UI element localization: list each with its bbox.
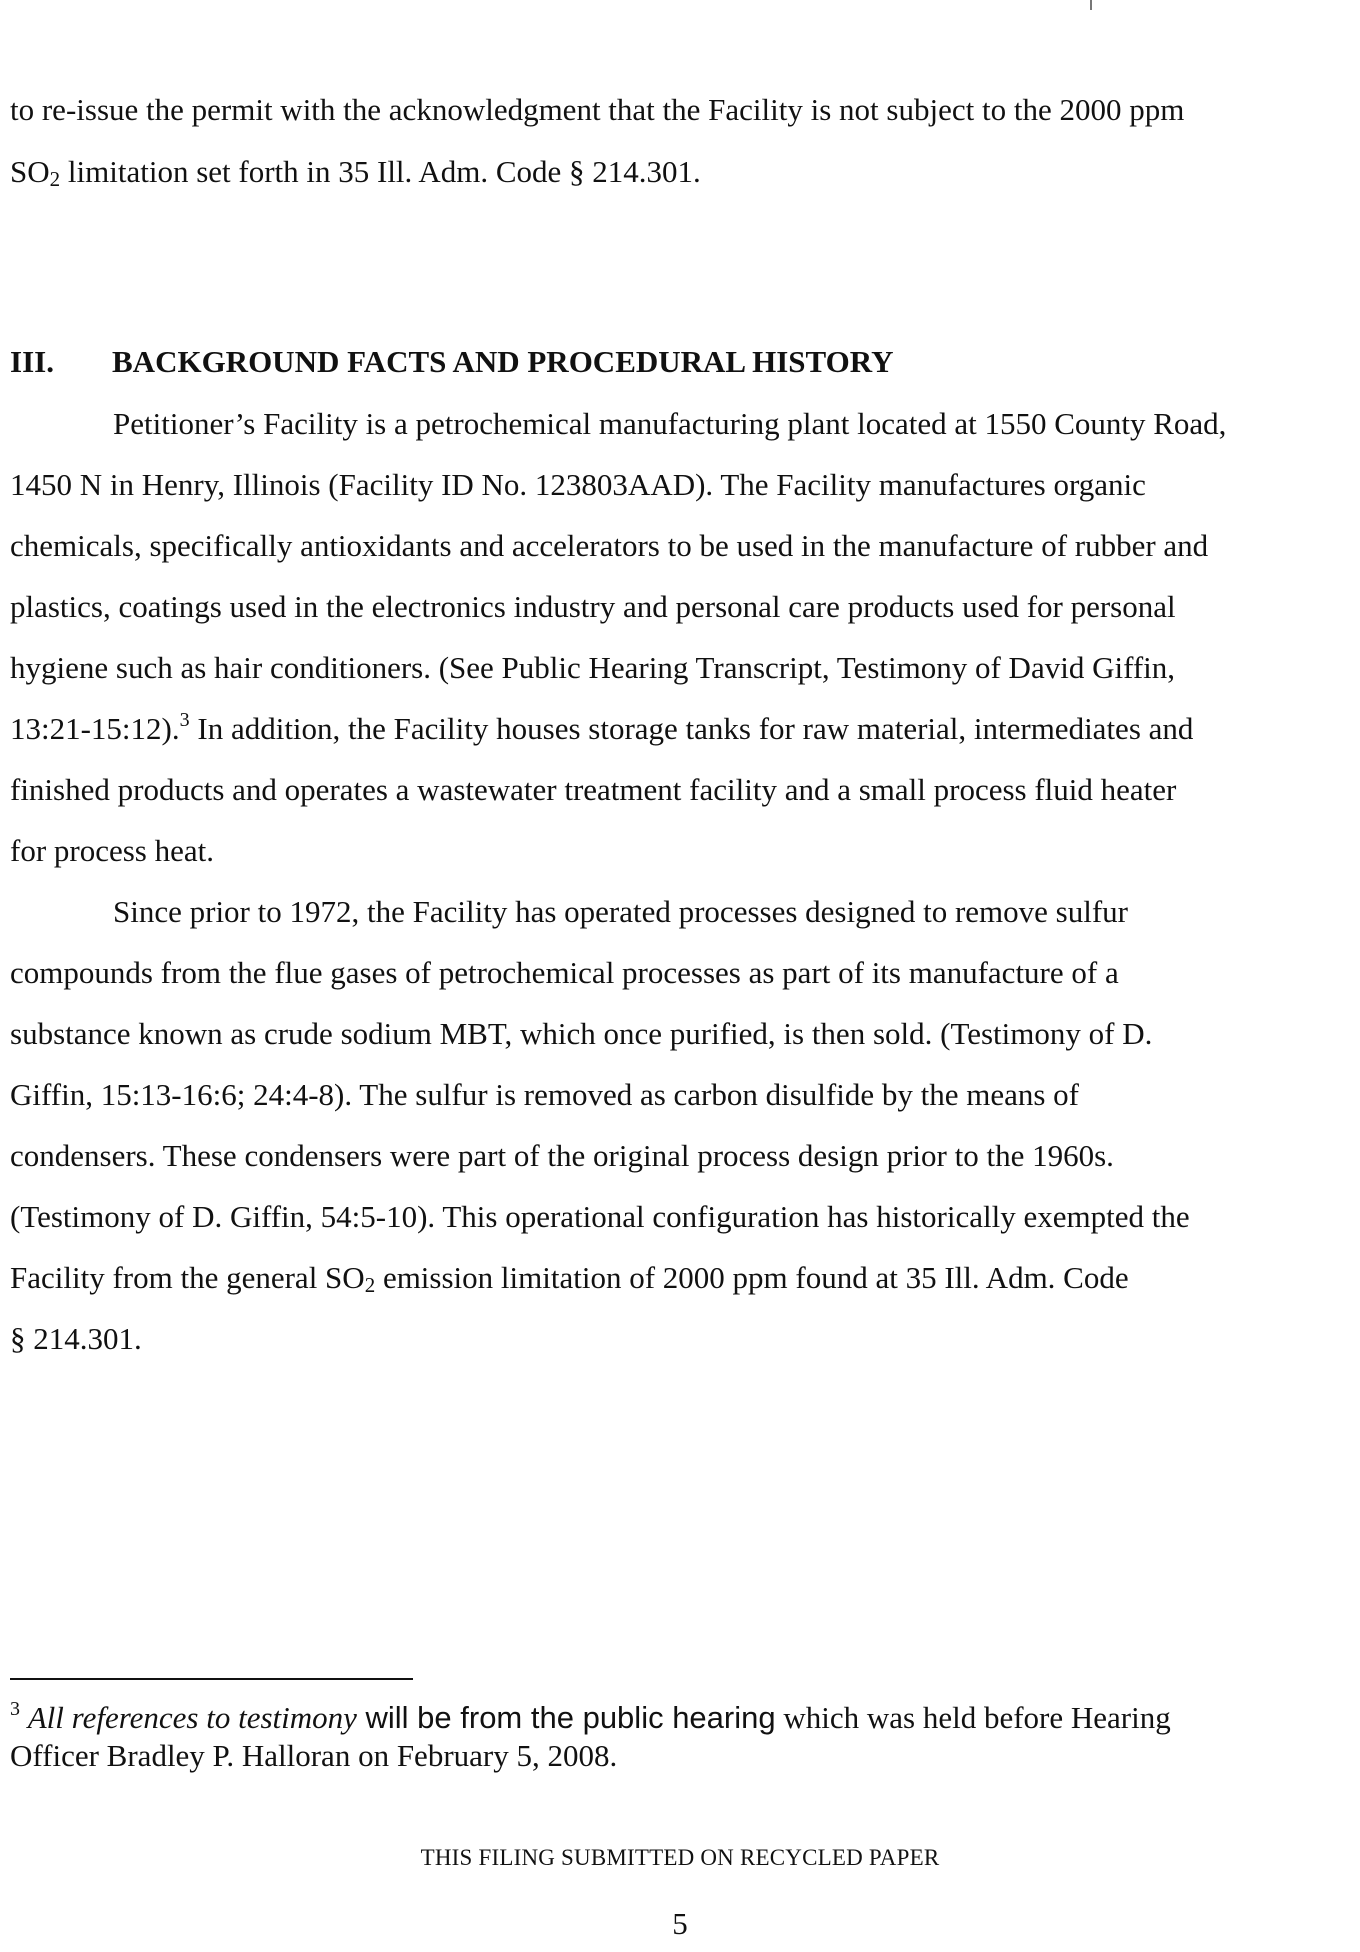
page-number: 5: [672, 1906, 688, 1941]
paragraph-2-line-8: § 214.301.: [10, 1321, 142, 1356]
paragraph-2-line-5: condensers. These condensers were part of the original process design prior to the 1960s.: [10, 1138, 1114, 1173]
opening-line-2-text: limitation set forth in 35 Ill. Adm. Code § 214.301.: [60, 154, 701, 189]
paragraph-1-line-5: hygiene such as hair conditioners. (See Public Hearing Transcript, Testimony of David Giffin,: [10, 650, 1176, 685]
footnote-divider: [10, 1678, 413, 1680]
paragraph-1-line-1: Petitioner’s Facility is a petrochemical manufacturing plant located at 1550 County Road,: [113, 406, 1227, 441]
so2-prefix: SO: [10, 154, 50, 189]
footnote-line-1: [10, 1700, 1171, 1736]
section-number: III.: [10, 344, 54, 379]
opening-line-2: [10, 154, 701, 190]
so2-subscript-second: 2: [364, 1273, 376, 1297]
footnote-line-1-end: which was held before Hearing: [775, 1700, 1171, 1735]
footnote-sans-text: will be from the public hearing: [356, 1700, 776, 1735]
paragraph-2-line-6: (Testimony of D. Giffin, 54:5-10). This operational configuration has historically exempted the: [10, 1199, 1190, 1234]
so2-subscript: 2: [49, 167, 61, 191]
opening-line-1: to re-issue the permit with the acknowledgment that the Facility is not subject to the 2000 ppm: [10, 92, 1185, 127]
paragraph-2-line-7-start: Facility from the general SO: [10, 1260, 365, 1295]
paragraph-1-line-4: plastics, coatings used in the electronics industry and personal care products used for personal: [10, 589, 1176, 624]
footnote-reference: 3: [179, 709, 190, 731]
paragraph-2-line-7: [10, 1260, 1129, 1296]
footnote-number: 3: [10, 1698, 20, 1720]
paragraph-2-line-7-end: emission limitation of 2000 ppm found at 35 Ill. Adm. Code: [375, 1260, 1129, 1295]
paragraph-2-line-2: compounds from the flue gases of petrochemical processes as part of its manufacture of a: [10, 955, 1119, 990]
paragraph-1-line-7: finished products and operates a wastewater treatment facility and a small process fluid heater: [10, 772, 1177, 807]
top-edge-mark: [1090, 0, 1092, 10]
paragraph-1-line-6-end: In addition, the Facility houses storage tanks for raw material, intermediates and: [189, 711, 1194, 746]
paragraph-2-line-4: Giffin, 15:13-16:6; 24:4-8). The sulfur is removed as carbon disulfide by the means of: [10, 1077, 1080, 1112]
recycled-paper-note: THIS FILING SUBMITTED ON RECYCLED PAPER: [420, 1845, 940, 1870]
paragraph-1-line-2: 1450 N in Henry, Illinois (Facility ID No. 123803AAD). The Facility manufactures organic: [10, 467, 1146, 502]
paragraph-1-line-6: [10, 711, 1193, 747]
section-title: BACKGROUND FACTS AND PROCEDURAL HISTORY: [112, 344, 894, 379]
paragraph-2-line-1: Since prior to 1972, the Facility has operated processes designed to remove sulfur: [113, 894, 1128, 929]
paragraph-2-line-3: substance known as crude sodium MBT, which once purified, is then sold. (Testimony of D.: [10, 1016, 1153, 1051]
paragraph-1-line-6-start: 13:21-15:12).: [10, 711, 180, 746]
section-heading: [10, 344, 893, 380]
paragraph-1-line-8: for process heat.: [10, 833, 214, 868]
footnote-line-2: Officer Bradley P. Halloran on February 5, 2008.: [10, 1738, 618, 1773]
footnote-italic-text: All references to testimony: [27, 1700, 357, 1735]
paragraph-1-line-3: chemicals, specifically antioxidants and accelerators to be used in the manufacture of rubber and: [10, 528, 1209, 563]
